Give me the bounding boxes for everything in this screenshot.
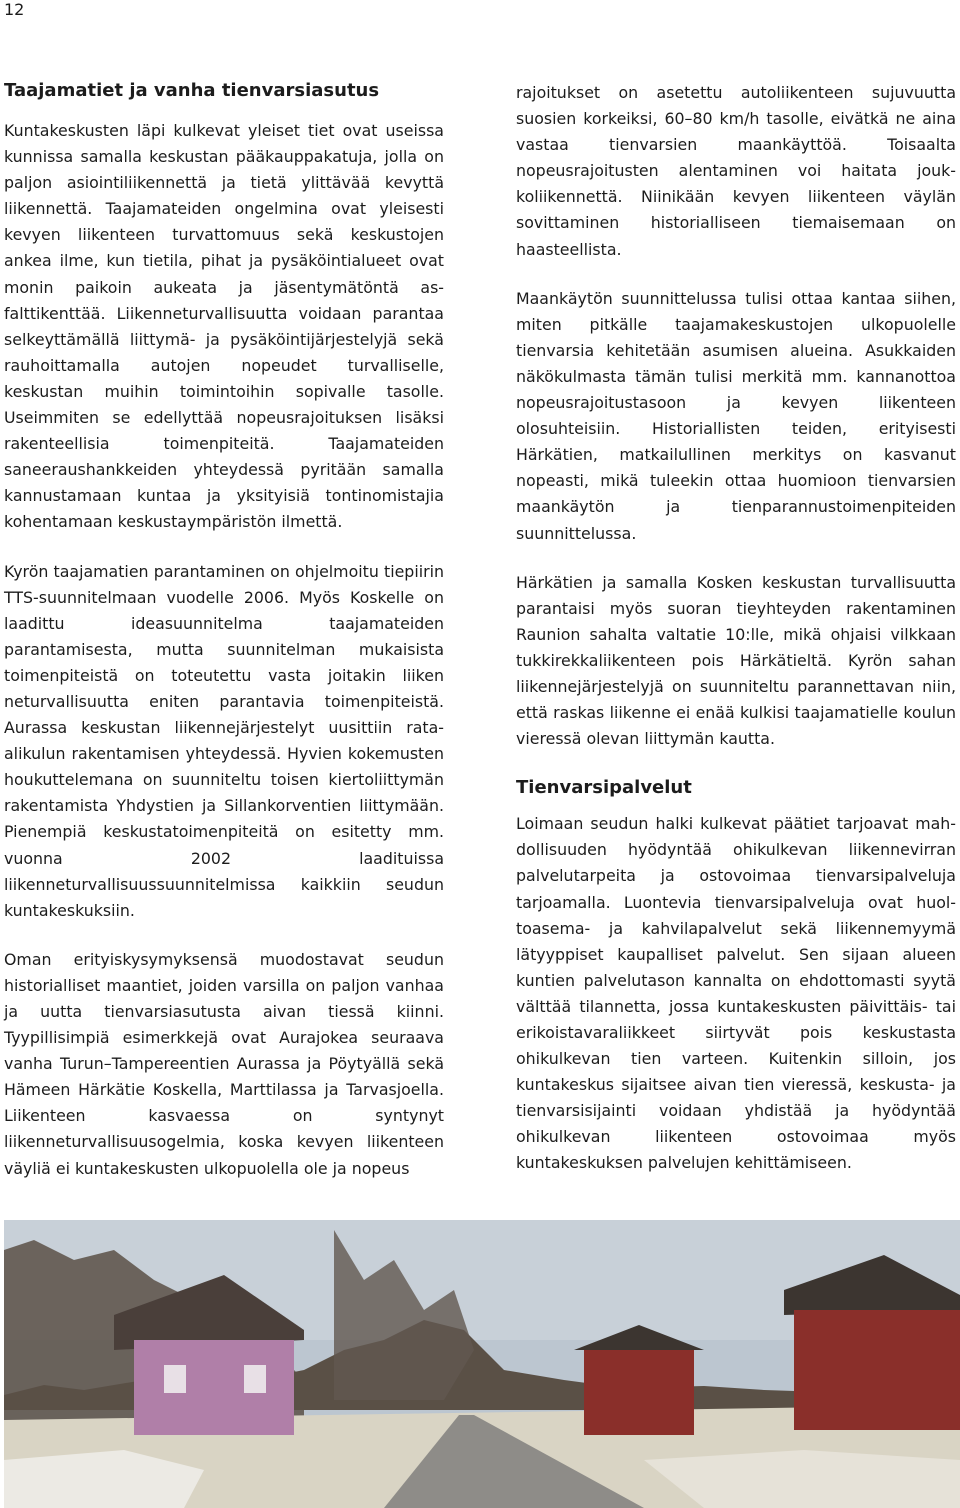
house-window [244, 1365, 266, 1393]
page-number: 12 [4, 0, 25, 19]
barn-small [584, 1350, 694, 1435]
roadside-photo [4, 1220, 960, 1508]
body-paragraph: Kuntakeskusten läpi kulkevat yleiset tiet ovat useissa kunnissa samalla keskustan pääkauppakatuja, jolla on paljon asiointiliikennettä ja tietä ylittävää kevyttä liikennettä. Taajamateiden ongelmina ovat yleisesti kevyen liikenteen turvattomuus sekä keskustojen ankea ilme, kun tietila, pihat ja pysäköintialueet ovat monin paikoin aukeata ja jäsentymätöntä asfalttikenttää. Liikenneturvallisuutta voidaan parantaa selkeyttämällä liittymä- ja pysäköintijärjestelyjä sekä rauhoittamalla autojen nopeudet turvalliselle, keskustan muihin toimintoihin sopivalle tasolle. Useimmiten se edellyttää nopeusrajoituksen lisäksi rakenteellisia toimenpiteitä. Taajamateiden saneeraushankkeiden yhteydessä pyritään samalla kannustamaan kuntaa ja yksityisiä tontinomistajia kohentamaan keskustaympäristön ilmettä. [4, 121, 444, 532]
right-column [516, 80, 956, 1200]
barn-large [794, 1310, 960, 1430]
body-paragraph: rajoitukset on asetettu autoliikenteen sujuvuutta suosien korkeiksi, 60–80 km/h tasolle, eivätkä ne aina vastaa tienvarsien maankäyttöä. Toisaalta nopeusrajoitusten alentaminen voi haitata joukkoliikennettä. Niinikään kevyen liikenteen väylän sovittaminen historialliseen tiemaisemaan on haasteellista. [516, 83, 956, 259]
body-paragraph: Kyrön taajamatien parantaminen on ohjelmoitu tiepiirin TTS-suunnitelmaan vuodelle 2006. Myös Koskelle on laadittu ideasuunnitelma taajamateiden parantamisesta, mutta suunnitelman mukaisista toimenpiteistä on toteutettu vasta joitakin liiken neturvallisuutta eniten parantavia toimenpiteistä. Aurassa keskustan liikennejärjestelyt uusittiin rata-alikulun rakentamisen yhteydessä. Hyvien kokemusten houkuttelemana on suunniteltu toisen kiertoliittymän rakentamista Yhdystien ja Sillankorventien liittymään. Pienempiä keskustatoimenpiteitä on esitetty mm. vuonna 2002 laadituissa liikenneturvallisuussuunnitelmissa kaikkiin seudun kuntakeskuksiin. [4, 561, 444, 920]
left-column [4, 78, 444, 1205]
roadside-photo-illustration [4, 1220, 960, 1508]
body-paragraph: Oman erityiskysymyksensä muodostavat seudun historialliset maantiet, joiden varsilla on paljon vanhaa ja uutta tienvarsiasutusta aivan tiessä kiinni. Tyypillisimpiä esimerkkejä ovat Aurajokea seuraava vanha Turun–Tampereentien Aurassa ja Pöytyällä sekä Hämeen Härkätie Koskella, Marttilassa ja Tarvasjoella. Liikenteen kasvaessa on syntynyt liikenneturvallisuusogelmia, koska kevyen liikenteen väyliä ei kuntakeskusten ulkopuolella ole ja nopeus [4, 949, 444, 1178]
section-heading-taajamatiet: Taajamatiet ja vanha tienvarsiasutus [4, 80, 380, 101]
body-paragraph: Härkätien ja samalla Kosken keskustan turvallisuutta parantaisi myös suoran tieyhteyden rakentaminen Raunion sahalta valtatie 10:lle, mikä ohjaisi vilkkaan tukkirekkaliikenteen pois Härkätieltä. Kyrön sahan liikennejärjestelyjä on suunniteltu parannettavan niin, että raskas liikenne ei enää kulkisi taajamatielle koulun vieressä olevan liittymän kautta. [516, 572, 956, 749]
house-window [164, 1365, 186, 1393]
house [134, 1340, 294, 1435]
section-heading-tienvarsipalvelut: Tienvarsipalvelut [516, 777, 692, 799]
body-paragraph: Loimaan seudun halki kulkevat päätiet tarjoavat mahdollisuuden hyödyntää ohikulkevan liikennevirran palvelutarpeita ja ostovoimaa tienvarsipalveluja tarjoamalla. Luontevia tienvarsipalveluja ovat huoltoasema- ja kahvilapalvelut sekä liikennemyymä lätyyppiset kaupalliset palvelut. Sen sijaan alueen kuntien palvelutason kannalta on ehdottomasti syytä välttää tilannetta, jossa kuntakeskusten päivittäis- tai erikoistavaraliikkeet siirtyvät pois keskustasta ohikulkevan tien varteen. Kuitenkin silloin, jos kuntakeskus sijaitsee aivan tien vieressä, keskusta- ja tienvarsisijainti voidaan yhdistää ja hyödyntää ohikulkevan liikenteen ostovoimaa myös kuntakeskuksen palvelujen kehittämiseen. [516, 814, 956, 1173]
body-paragraph: Maankäytön suunnittelussa tulisi ottaa kantaa siihen, miten pitkälle taajamakeskustojen ulkopuolelle tienvarsia kehitetään asumisen alueina. Asukkaiden näkökulmasta tämän tulisi merkitä mm. kannanottoa nopeusrajoitustasoon ja kevyen liikenteen olosuhteisiin. Historiallisten teiden, erityisesti Härkätien, matkailullinen merkitys on kasvanut nopeasti, mikä tuleekin ottaa huomioon tienvarsien maankäytön ja tienparannustoimenpiteiden suunnittelussa. [516, 288, 956, 543]
